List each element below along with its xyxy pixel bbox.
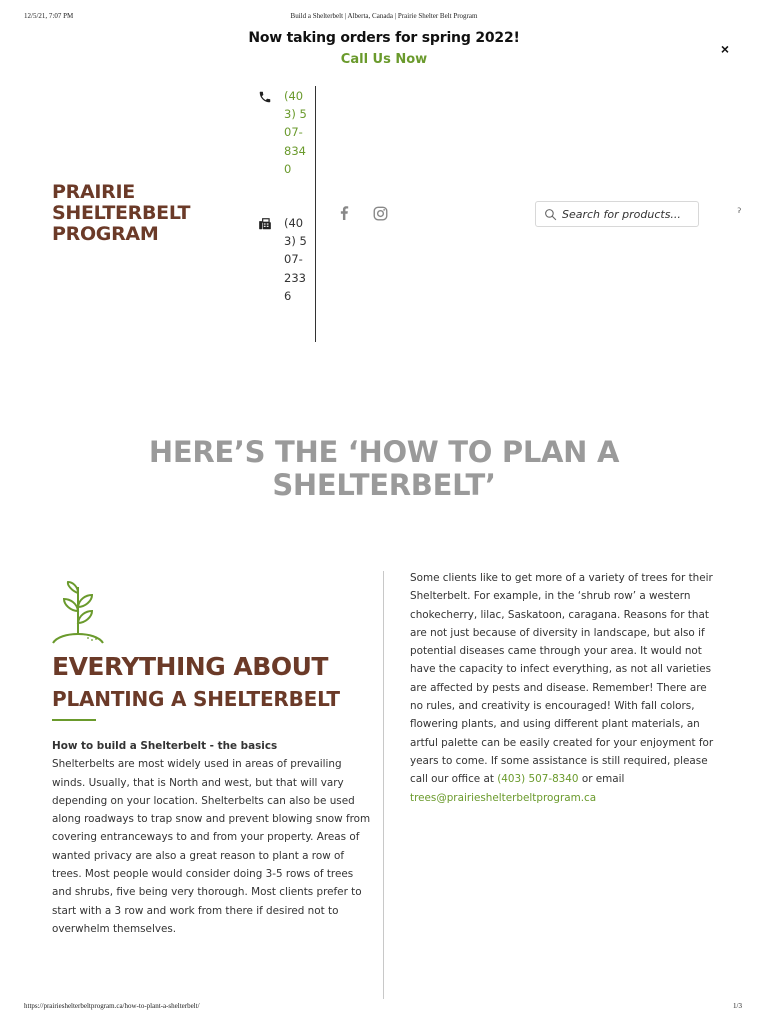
section-title: EVERYTHING ABOUT (52, 652, 328, 681)
print-datetime: 12/5/21, 7:07 PM (24, 12, 74, 20)
print-url: https://prairieshelterbeltprogram.ca/how-to-plant-a-shelterbelt/ (24, 1002, 200, 1010)
product-search (535, 201, 699, 227)
phone-icon (258, 90, 272, 104)
fax-number: (403) 507-2336 (284, 216, 307, 303)
site-logo[interactable] (52, 182, 190, 245)
print-page-number: 1/3 (733, 1002, 742, 1010)
right-column-paragraph: Some clients like to get more of a variety of trees for their Shelterbelt. For example, in the ‘shrub row’ a western chokecherry, lilac, Saskatoon, caragana. Reasons for that are not just because of diversity in landscape, but also if potential diseases came through your area. It would not have the capacity to infect everything, as not all varieties are affected by pests and disease. Remember! There are no rules, and creativity is encouraged! With fall colors, flowering plants, and using different plant materials, an artful palette can be easily created for your enjoyment for years to come. If some assistance is still required, please call our office at (410, 572, 714, 786)
facebook-icon[interactable] (338, 206, 350, 220)
logo-line-3: PROGRAM (52, 223, 159, 245)
seedling-icon (52, 581, 104, 645)
right-column-text (410, 569, 722, 807)
left-column-text (52, 737, 374, 938)
section-subtitle: PLANTING A SHELTERBELT (52, 687, 340, 711)
search-input[interactable] (562, 204, 696, 224)
right-column-or: or email (578, 773, 625, 786)
instagram-icon[interactable] (373, 206, 388, 221)
promo-banner (0, 30, 768, 68)
email-link[interactable]: trees@prairieshelterbeltprogram.ca (410, 791, 597, 804)
promo-text: Now taking orders for spring 2022! (248, 30, 520, 46)
truncated-header-icon[interactable]: ˀ (737, 206, 742, 220)
logo-line-1: PRAIRIE (52, 181, 135, 203)
contact-info (256, 86, 316, 342)
logo-line-2: SHELTERBELT (52, 202, 191, 224)
left-column-paragraph: Shelterbelts are most widely used in areas of prevailing winds. Usually, that is North and west, but that will vary depending on your location. Shelterbelts can also be used along roadways to trap snow and prevent blowing snow from covering entranceways to and from your property. Areas of wanted privacy are also a great reason to plant a row of trees. Most people would consider doing 3-5 rows of trees and shrubs, five being very thorough. Most clients prefer to start with a 3 row and work from there if desired not to overwhelm themselves. (52, 758, 371, 935)
office-phone-link[interactable]: (403) 507-8340 (497, 773, 579, 786)
left-column-heading: How to build a Shelterbelt - the basics (52, 740, 278, 752)
fax-icon (258, 217, 272, 231)
column-divider (383, 571, 384, 999)
close-banner-button[interactable]: × (720, 41, 730, 57)
print-page-title: Build a Shelterbelt | Alberta, Canada | Prairie Shelter Belt Program (290, 12, 478, 20)
section-underline (52, 719, 96, 721)
phone-number-link[interactable]: (403) 507-8340 (284, 89, 307, 176)
call-us-now-link[interactable]: Call Us Now (340, 52, 428, 67)
search-icon (544, 208, 557, 221)
page-title: HERE’S THE ‘HOW TO PLAN A SHELTERBELT’ (148, 435, 620, 502)
